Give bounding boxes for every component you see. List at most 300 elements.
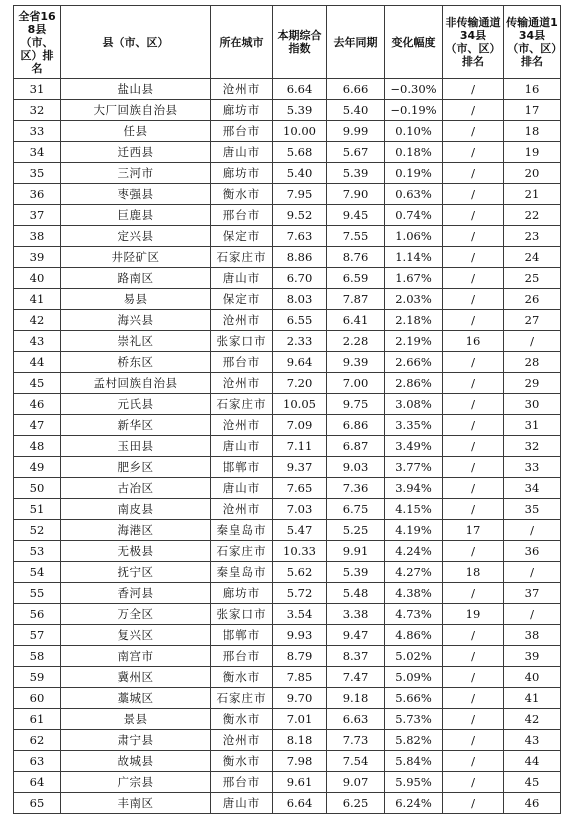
table-row	[14, 520, 561, 541]
cell-county: 桥东区	[61, 352, 211, 373]
cell-change: 0.63%	[385, 184, 443, 205]
cell-non-transport-rank: /	[443, 478, 504, 499]
cell-change: 4.24%	[385, 541, 443, 562]
cell-change: 3.94%	[385, 478, 443, 499]
cell-city: 衡水市	[211, 751, 273, 772]
cell-change: 5.73%	[385, 709, 443, 730]
cell-city: 保定市	[211, 289, 273, 310]
cell-current-index: 6.64	[273, 793, 327, 814]
cell-current-index: 7.85	[273, 667, 327, 688]
cell-current-index: 7.65	[273, 478, 327, 499]
cell-change: 5.95%	[385, 772, 443, 793]
header-change: 变化幅度	[385, 6, 443, 79]
cell-current-index: 6.55	[273, 310, 327, 331]
cell-change: 5.66%	[385, 688, 443, 709]
cell-city: 唐山市	[211, 436, 273, 457]
cell-transport-rank: 46	[504, 793, 561, 814]
cell-change: 4.15%	[385, 499, 443, 520]
cell-transport-rank: 22	[504, 205, 561, 226]
cell-city: 邢台市	[211, 646, 273, 667]
cell-non-transport-rank: /	[443, 247, 504, 268]
cell-non-transport-rank: /	[443, 541, 504, 562]
cell-non-transport-rank: /	[443, 394, 504, 415]
cell-change: 3.35%	[385, 415, 443, 436]
cell-change: 1.14%	[385, 247, 443, 268]
header-current-index: 本期综合指数	[273, 6, 327, 79]
table-row	[14, 121, 561, 142]
cell-non-transport-rank: /	[443, 625, 504, 646]
cell-province-rank: 46	[14, 394, 61, 415]
cell-non-transport-rank: 16	[443, 331, 504, 352]
cell-change: 1.06%	[385, 226, 443, 247]
cell-current-index: 7.20	[273, 373, 327, 394]
cell-county: 抚宁区	[61, 562, 211, 583]
cell-transport-rank: 40	[504, 667, 561, 688]
cell-county: 肃宁县	[61, 730, 211, 751]
cell-county: 无极县	[61, 541, 211, 562]
cell-last-year: 8.37	[327, 646, 385, 667]
cell-city: 保定市	[211, 226, 273, 247]
cell-current-index: 10.05	[273, 394, 327, 415]
cell-non-transport-rank: /	[443, 772, 504, 793]
cell-city: 沧州市	[211, 310, 273, 331]
cell-transport-rank: 37	[504, 583, 561, 604]
cell-province-rank: 51	[14, 499, 61, 520]
cell-change: 3.08%	[385, 394, 443, 415]
cell-non-transport-rank: /	[443, 646, 504, 667]
table-row	[14, 100, 561, 121]
cell-county: 丰南区	[61, 793, 211, 814]
cell-current-index: 7.95	[273, 184, 327, 205]
cell-city: 沧州市	[211, 730, 273, 751]
cell-non-transport-rank: /	[443, 436, 504, 457]
cell-non-transport-rank: /	[443, 121, 504, 142]
table-row	[14, 289, 561, 310]
cell-transport-rank: 28	[504, 352, 561, 373]
cell-current-index: 8.79	[273, 646, 327, 667]
cell-transport-rank: 24	[504, 247, 561, 268]
cell-county: 故城县	[61, 751, 211, 772]
table-row	[14, 226, 561, 247]
cell-last-year: 7.00	[327, 373, 385, 394]
cell-last-year: 6.75	[327, 499, 385, 520]
cell-non-transport-rank: /	[443, 457, 504, 478]
cell-last-year: 9.47	[327, 625, 385, 646]
cell-province-rank: 45	[14, 373, 61, 394]
table-row	[14, 352, 561, 373]
cell-change: 5.82%	[385, 730, 443, 751]
cell-last-year: 6.41	[327, 310, 385, 331]
cell-county: 万全区	[61, 604, 211, 625]
cell-city: 廊坊市	[211, 583, 273, 604]
cell-current-index: 2.33	[273, 331, 327, 352]
cell-last-year: 6.25	[327, 793, 385, 814]
table-row	[14, 772, 561, 793]
cell-last-year: 5.40	[327, 100, 385, 121]
cell-last-year: 6.59	[327, 268, 385, 289]
cell-city: 邢台市	[211, 121, 273, 142]
table-row	[14, 373, 561, 394]
table-row	[14, 457, 561, 478]
cell-province-rank: 38	[14, 226, 61, 247]
table-row	[14, 709, 561, 730]
cell-province-rank: 48	[14, 436, 61, 457]
cell-last-year: 6.63	[327, 709, 385, 730]
cell-county: 藁城区	[61, 688, 211, 709]
header-county: 县（市、区）	[61, 6, 211, 79]
cell-city: 邢台市	[211, 205, 273, 226]
cell-last-year: 7.90	[327, 184, 385, 205]
cell-current-index: 6.64	[273, 79, 327, 100]
cell-change: 3.77%	[385, 457, 443, 478]
cell-county: 井陉矿区	[61, 247, 211, 268]
cell-change: −0.19%	[385, 100, 443, 121]
cell-transport-rank: 21	[504, 184, 561, 205]
table-row	[14, 415, 561, 436]
cell-change: 5.02%	[385, 646, 443, 667]
cell-transport-rank: 17	[504, 100, 561, 121]
table-row	[14, 142, 561, 163]
cell-current-index: 6.70	[273, 268, 327, 289]
cell-transport-rank: 35	[504, 499, 561, 520]
table-row	[14, 331, 561, 352]
cell-current-index: 8.03	[273, 289, 327, 310]
cell-change: 2.18%	[385, 310, 443, 331]
cell-last-year: 9.39	[327, 352, 385, 373]
cell-current-index: 5.68	[273, 142, 327, 163]
cell-province-rank: 58	[14, 646, 61, 667]
table-row	[14, 646, 561, 667]
header-row	[14, 6, 561, 79]
cell-non-transport-rank: /	[443, 226, 504, 247]
cell-current-index: 7.98	[273, 751, 327, 772]
cell-transport-rank: 27	[504, 310, 561, 331]
cell-change: 5.09%	[385, 667, 443, 688]
table-row	[14, 184, 561, 205]
cell-county: 易县	[61, 289, 211, 310]
cell-province-rank: 41	[14, 289, 61, 310]
cell-transport-rank: 42	[504, 709, 561, 730]
header-non-transport-rank: 非传输通道34县（市、区）排名	[443, 6, 504, 79]
cell-county: 南宫市	[61, 646, 211, 667]
cell-city: 衡水市	[211, 709, 273, 730]
cell-province-rank: 49	[14, 457, 61, 478]
cell-city: 石家庄市	[211, 688, 273, 709]
cell-non-transport-rank: /	[443, 310, 504, 331]
cell-county: 崇礼区	[61, 331, 211, 352]
cell-current-index: 9.61	[273, 772, 327, 793]
cell-current-index: 10.33	[273, 541, 327, 562]
cell-county: 路南区	[61, 268, 211, 289]
table-row	[14, 625, 561, 646]
cell-city: 邯郸市	[211, 457, 273, 478]
cell-city: 张家口市	[211, 604, 273, 625]
cell-transport-rank: /	[504, 520, 561, 541]
cell-last-year: 3.38	[327, 604, 385, 625]
cell-county: 枣强县	[61, 184, 211, 205]
cell-province-rank: 44	[14, 352, 61, 373]
cell-province-rank: 60	[14, 688, 61, 709]
cell-non-transport-rank: /	[443, 751, 504, 772]
cell-city: 邢台市	[211, 352, 273, 373]
cell-current-index: 3.54	[273, 604, 327, 625]
cell-non-transport-rank: /	[443, 415, 504, 436]
cell-last-year: 5.39	[327, 562, 385, 583]
cell-city: 衡水市	[211, 184, 273, 205]
cell-non-transport-rank: /	[443, 499, 504, 520]
cell-transport-rank: /	[504, 331, 561, 352]
table-row	[14, 79, 561, 100]
cell-province-rank: 62	[14, 730, 61, 751]
cell-transport-rank: 44	[504, 751, 561, 772]
table-row	[14, 205, 561, 226]
cell-transport-rank: 19	[504, 142, 561, 163]
cell-change: 2.66%	[385, 352, 443, 373]
cell-county: 冀州区	[61, 667, 211, 688]
cell-transport-rank: 26	[504, 289, 561, 310]
cell-county: 孟村回族自治县	[61, 373, 211, 394]
table-row	[14, 247, 561, 268]
cell-county: 巨鹿县	[61, 205, 211, 226]
cell-county: 大厂回族自治县	[61, 100, 211, 121]
cell-county: 广宗县	[61, 772, 211, 793]
cell-current-index: 5.40	[273, 163, 327, 184]
cell-province-rank: 50	[14, 478, 61, 499]
cell-non-transport-rank: /	[443, 793, 504, 814]
cell-city: 唐山市	[211, 478, 273, 499]
cell-change: 6.24%	[385, 793, 443, 814]
table-row	[14, 583, 561, 604]
table-row	[14, 604, 561, 625]
cell-change: 0.19%	[385, 163, 443, 184]
table-header	[14, 6, 561, 79]
cell-non-transport-rank: /	[443, 709, 504, 730]
table-row	[14, 394, 561, 415]
cell-county: 新华区	[61, 415, 211, 436]
cell-non-transport-rank: /	[443, 205, 504, 226]
table-row	[14, 730, 561, 751]
cell-change: 4.38%	[385, 583, 443, 604]
cell-county: 元氏县	[61, 394, 211, 415]
cell-last-year: 7.47	[327, 667, 385, 688]
cell-transport-rank: 43	[504, 730, 561, 751]
cell-last-year: 6.86	[327, 415, 385, 436]
cell-change: 2.86%	[385, 373, 443, 394]
cell-province-rank: 57	[14, 625, 61, 646]
cell-non-transport-rank: /	[443, 667, 504, 688]
cell-transport-rank: 45	[504, 772, 561, 793]
cell-current-index: 7.63	[273, 226, 327, 247]
cell-province-rank: 54	[14, 562, 61, 583]
cell-province-rank: 36	[14, 184, 61, 205]
cell-province-rank: 40	[14, 268, 61, 289]
cell-last-year: 8.76	[327, 247, 385, 268]
cell-transport-rank: 39	[504, 646, 561, 667]
cell-change: 0.18%	[385, 142, 443, 163]
cell-province-rank: 53	[14, 541, 61, 562]
header-transport-rank: 传输通道134县（市、区）排名	[504, 6, 561, 79]
cell-transport-rank: /	[504, 562, 561, 583]
cell-transport-rank: 23	[504, 226, 561, 247]
header-city: 所在城市	[211, 6, 273, 79]
cell-non-transport-rank: /	[443, 163, 504, 184]
table-row	[14, 793, 561, 814]
cell-city: 张家口市	[211, 331, 273, 352]
cell-county: 复兴区	[61, 625, 211, 646]
table-row	[14, 541, 561, 562]
cell-current-index: 7.03	[273, 499, 327, 520]
cell-transport-rank: 20	[504, 163, 561, 184]
cell-change: 4.19%	[385, 520, 443, 541]
table-row	[14, 562, 561, 583]
cell-province-rank: 65	[14, 793, 61, 814]
cell-last-year: 9.18	[327, 688, 385, 709]
cell-province-rank: 43	[14, 331, 61, 352]
cell-transport-rank: 16	[504, 79, 561, 100]
table-row	[14, 268, 561, 289]
cell-city: 石家庄市	[211, 394, 273, 415]
cell-current-index: 9.64	[273, 352, 327, 373]
cell-province-rank: 59	[14, 667, 61, 688]
cell-province-rank: 32	[14, 100, 61, 121]
cell-county: 肥乡区	[61, 457, 211, 478]
cell-change: 0.10%	[385, 121, 443, 142]
cell-last-year: 7.87	[327, 289, 385, 310]
cell-non-transport-rank: /	[443, 289, 504, 310]
cell-province-rank: 37	[14, 205, 61, 226]
cell-change: 2.19%	[385, 331, 443, 352]
cell-last-year: 5.48	[327, 583, 385, 604]
cell-city: 沧州市	[211, 415, 273, 436]
cell-city: 邯郸市	[211, 625, 273, 646]
cell-non-transport-rank: /	[443, 373, 504, 394]
cell-last-year: 7.36	[327, 478, 385, 499]
cell-county: 迁西县	[61, 142, 211, 163]
cell-current-index: 8.86	[273, 247, 327, 268]
cell-change: 1.67%	[385, 268, 443, 289]
cell-current-index: 9.37	[273, 457, 327, 478]
cell-transport-rank: 18	[504, 121, 561, 142]
cell-change: 4.86%	[385, 625, 443, 646]
cell-city: 石家庄市	[211, 247, 273, 268]
cell-current-index: 7.09	[273, 415, 327, 436]
table-row	[14, 499, 561, 520]
cell-last-year: 7.54	[327, 751, 385, 772]
cell-transport-rank: 30	[504, 394, 561, 415]
cell-transport-rank: 38	[504, 625, 561, 646]
cell-city: 沧州市	[211, 79, 273, 100]
cell-province-rank: 35	[14, 163, 61, 184]
cell-province-rank: 64	[14, 772, 61, 793]
cell-province-rank: 52	[14, 520, 61, 541]
cell-county: 香河县	[61, 583, 211, 604]
cell-transport-rank: /	[504, 604, 561, 625]
cell-last-year: 9.03	[327, 457, 385, 478]
cell-province-rank: 55	[14, 583, 61, 604]
table-row	[14, 436, 561, 457]
cell-change: 5.84%	[385, 751, 443, 772]
cell-county: 景县	[61, 709, 211, 730]
cell-change: 0.74%	[385, 205, 443, 226]
cell-province-rank: 39	[14, 247, 61, 268]
cell-non-transport-rank: /	[443, 79, 504, 100]
cell-last-year: 5.39	[327, 163, 385, 184]
cell-non-transport-rank: /	[443, 100, 504, 121]
cell-current-index: 9.93	[273, 625, 327, 646]
ranking-table	[13, 5, 561, 814]
cell-last-year: 2.28	[327, 331, 385, 352]
cell-last-year: 7.73	[327, 730, 385, 751]
cell-province-rank: 61	[14, 709, 61, 730]
cell-city: 唐山市	[211, 142, 273, 163]
table-row	[14, 478, 561, 499]
cell-county: 玉田县	[61, 436, 211, 457]
cell-province-rank: 56	[14, 604, 61, 625]
cell-non-transport-rank: 18	[443, 562, 504, 583]
cell-city: 邢台市	[211, 772, 273, 793]
table-row	[14, 667, 561, 688]
cell-current-index: 5.62	[273, 562, 327, 583]
cell-non-transport-rank: /	[443, 184, 504, 205]
cell-current-index: 5.47	[273, 520, 327, 541]
cell-current-index: 8.18	[273, 730, 327, 751]
cell-transport-rank: 29	[504, 373, 561, 394]
cell-non-transport-rank: 17	[443, 520, 504, 541]
cell-county: 定兴县	[61, 226, 211, 247]
cell-last-year: 5.25	[327, 520, 385, 541]
cell-last-year: 9.07	[327, 772, 385, 793]
cell-last-year: 9.91	[327, 541, 385, 562]
cell-city: 秦皇岛市	[211, 520, 273, 541]
cell-transport-rank: 36	[504, 541, 561, 562]
cell-change: 4.73%	[385, 604, 443, 625]
cell-current-index: 7.11	[273, 436, 327, 457]
cell-province-rank: 47	[14, 415, 61, 436]
header-province-rank: 全省168县（市、区）排名	[14, 6, 61, 79]
cell-city: 唐山市	[211, 793, 273, 814]
cell-transport-rank: 25	[504, 268, 561, 289]
cell-county: 任县	[61, 121, 211, 142]
cell-province-rank: 31	[14, 79, 61, 100]
cell-county: 盐山县	[61, 79, 211, 100]
cell-current-index: 9.52	[273, 205, 327, 226]
header-last-year: 去年同期	[327, 6, 385, 79]
cell-county: 海兴县	[61, 310, 211, 331]
cell-city: 沧州市	[211, 499, 273, 520]
table-row	[14, 688, 561, 709]
cell-change: 4.27%	[385, 562, 443, 583]
cell-current-index: 5.39	[273, 100, 327, 121]
cell-province-rank: 42	[14, 310, 61, 331]
cell-city: 唐山市	[211, 268, 273, 289]
cell-non-transport-rank: /	[443, 583, 504, 604]
cell-county: 古冶区	[61, 478, 211, 499]
cell-current-index: 5.72	[273, 583, 327, 604]
cell-county: 三河市	[61, 163, 211, 184]
cell-transport-rank: 32	[504, 436, 561, 457]
cell-last-year: 6.87	[327, 436, 385, 457]
cell-last-year: 9.99	[327, 121, 385, 142]
cell-last-year: 9.75	[327, 394, 385, 415]
cell-city: 沧州市	[211, 373, 273, 394]
cell-city: 石家庄市	[211, 541, 273, 562]
cell-non-transport-rank: /	[443, 142, 504, 163]
cell-city: 廊坊市	[211, 100, 273, 121]
cell-non-transport-rank: /	[443, 688, 504, 709]
cell-last-year: 6.66	[327, 79, 385, 100]
cell-province-rank: 63	[14, 751, 61, 772]
cell-transport-rank: 31	[504, 415, 561, 436]
